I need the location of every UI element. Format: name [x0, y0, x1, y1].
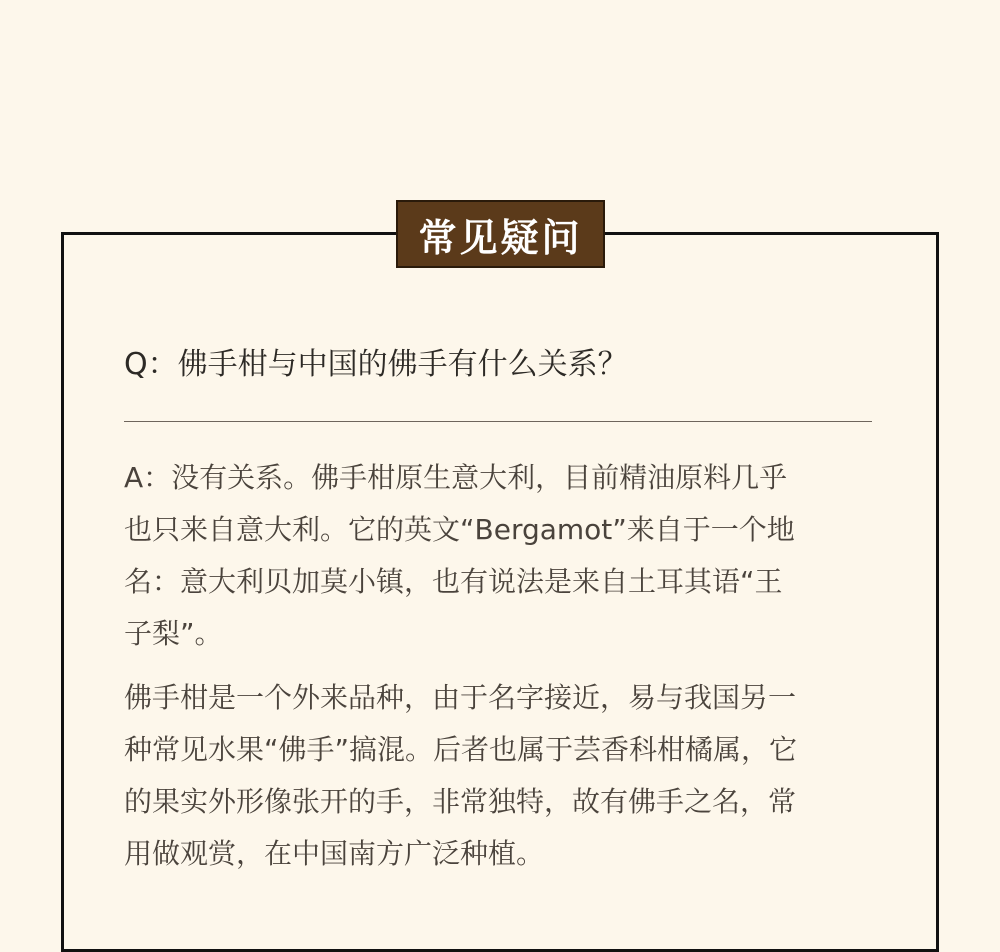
faq-title-badge: 常见疑问	[396, 200, 605, 268]
answer-line: 也只来自意大利。它的英文“Bergamot”来自于一个地	[124, 513, 795, 546]
answer-line: 子梨”。	[124, 617, 223, 650]
answer-line: 名：意大利贝加莫小镇，也有说法是来自土耳其语“王	[124, 565, 783, 598]
note-line: 的果实外形像张开的手，非常独特，故有佛手之名，常	[124, 785, 797, 818]
note-paragraph	[124, 672, 876, 880]
answer-paragraph	[124, 452, 876, 660]
divider	[124, 421, 872, 422]
note-line: 佛手柑是一个外来品种，由于名字接近，易与我国另一	[124, 681, 797, 714]
answer-line: A：没有关系。佛手柑原生意大利，目前精油原料几乎	[124, 461, 788, 494]
note-line: 种常见水果“佛手”搞混。后者也属于芸香科柑橘属，它	[124, 733, 798, 766]
question-text: Q：佛手柑与中国的佛手有什么关系？	[124, 347, 628, 382]
note-line: 用做观赏，在中国南方广泛种植。	[124, 837, 545, 870]
